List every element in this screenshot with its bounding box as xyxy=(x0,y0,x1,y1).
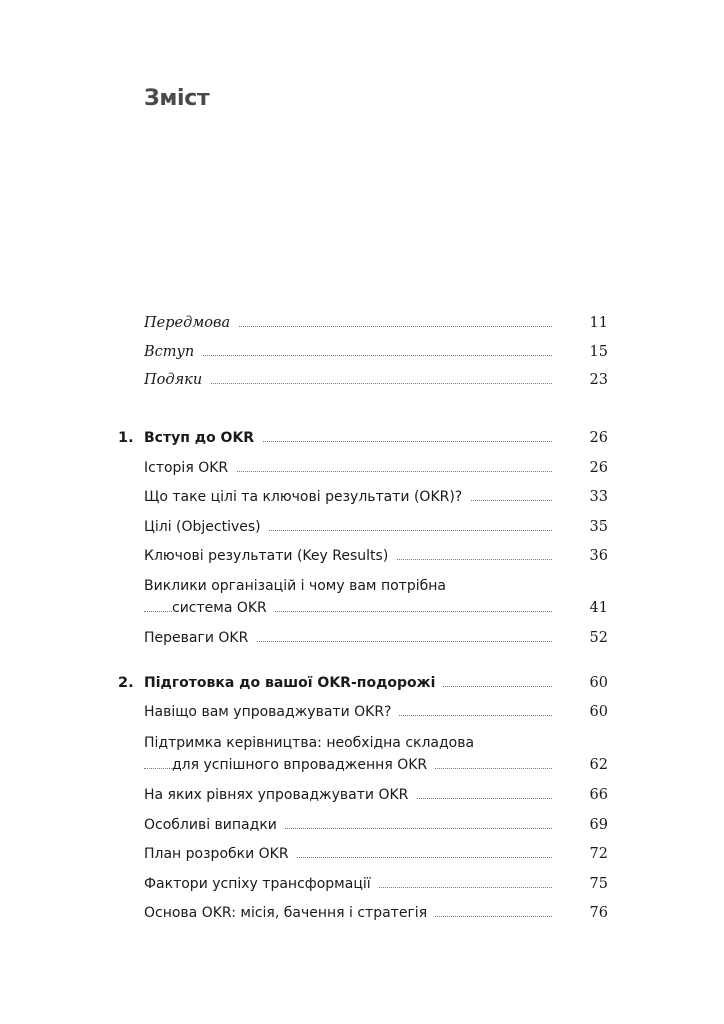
toc-section[interactable] xyxy=(144,457,608,479)
entry-page: 52 xyxy=(589,630,608,646)
page-title: Зміст xyxy=(144,86,210,111)
toc-section[interactable] xyxy=(144,814,608,836)
section-title: Цілі (Objectives) xyxy=(144,516,269,538)
entry-page: 62 xyxy=(589,757,608,773)
chapter-title: Вступ до OKR xyxy=(144,427,262,449)
entry-page: 69 xyxy=(589,817,608,833)
entry-page: 36 xyxy=(589,548,608,564)
chapter-number: 1. xyxy=(118,430,134,446)
entry-page: 60 xyxy=(589,675,608,691)
entry-page: 75 xyxy=(589,876,608,892)
chapter-title: Підготовка до вашої OKR-подорожі xyxy=(144,672,443,694)
section-title: План розробки OKR xyxy=(144,843,297,865)
entry-page: 23 xyxy=(589,372,608,388)
toc-section[interactable] xyxy=(144,873,608,895)
toc-section[interactable] xyxy=(144,732,608,776)
section-title: Переваги OKR xyxy=(144,627,256,649)
entry-title: Подяки xyxy=(144,369,210,391)
entry-page: 26 xyxy=(589,430,608,446)
entry-page: 15 xyxy=(589,344,608,360)
toc-section[interactable] xyxy=(144,627,608,649)
entry-page: 76 xyxy=(589,905,608,921)
entry-page: 41 xyxy=(589,600,608,616)
toc-section[interactable] xyxy=(144,575,608,619)
section-title: Особливі випадки xyxy=(144,814,285,836)
section-title: Що таке цілі та ключові результати (OKR)? xyxy=(144,486,470,508)
toc-section[interactable] xyxy=(144,902,608,924)
section-title: Історія OKR xyxy=(144,457,236,479)
entry-page: 35 xyxy=(589,519,608,535)
entry-page: 66 xyxy=(589,787,608,803)
dot-leader xyxy=(144,355,552,356)
toc-chapter-2[interactable] xyxy=(118,672,608,694)
section-title: Фактори успіху трансформації xyxy=(144,873,379,895)
toc-entry-acknowledgements[interactable] xyxy=(144,369,608,391)
section-title: На яких рівнях упроваджувати OKR xyxy=(144,784,416,806)
entry-title: Вступ xyxy=(144,341,202,363)
toc-section[interactable] xyxy=(144,486,608,508)
chapter-number: 2. xyxy=(118,675,134,691)
section-title-line2: система OKR xyxy=(172,597,275,619)
toc-section[interactable] xyxy=(144,784,608,806)
toc-section[interactable] xyxy=(144,545,608,567)
toc-section[interactable] xyxy=(144,843,608,865)
section-title-line2: для успішного впровадження OKR xyxy=(172,754,435,776)
entry-page: 60 xyxy=(589,704,608,720)
toc-chapter-1[interactable] xyxy=(118,427,608,449)
toc-entry-introduction[interactable] xyxy=(144,341,608,363)
section-title-line1: Підтримка керівництва: необхідна складова xyxy=(144,735,475,751)
section-title: Ключові результати (Key Results) xyxy=(144,545,396,567)
entry-page: 33 xyxy=(589,489,608,505)
toc-section[interactable] xyxy=(144,701,608,723)
toc-section[interactable] xyxy=(144,516,608,538)
entry-page: 72 xyxy=(589,846,608,862)
entry-title: Передмова xyxy=(144,312,238,334)
section-title: Основа OKR: місія, бачення і стратегія xyxy=(144,902,435,924)
section-title-line1: Виклики організацій і чому вам потрібна xyxy=(144,578,446,594)
section-title: Навіщо вам упроваджувати OKR? xyxy=(144,701,399,723)
entry-page: 26 xyxy=(589,460,608,476)
toc-entry-foreword[interactable] xyxy=(144,312,608,334)
entry-page: 11 xyxy=(589,315,608,331)
